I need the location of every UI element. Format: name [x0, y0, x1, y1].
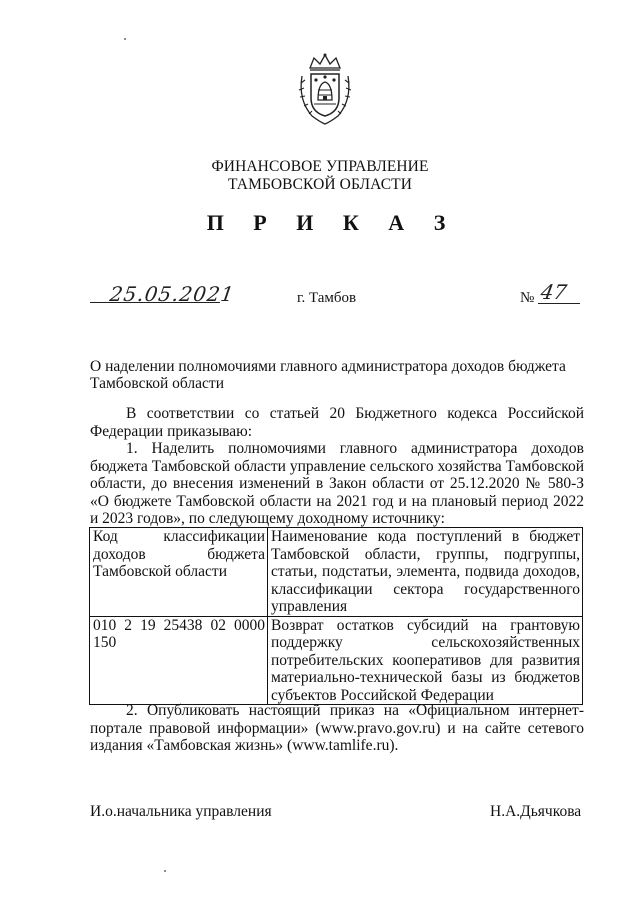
table-header-row — [90, 528, 583, 617]
organization-name-line-1: ФИНАНСОВОЕ УПРАВЛЕНИЕ — [211, 158, 429, 175]
revenue-classification-table — [89, 527, 583, 705]
number-label: № — [520, 290, 535, 306]
scan-speck — [124, 38, 126, 40]
handwritten-order-number: 47 — [538, 280, 569, 304]
intro-paragraph — [90, 405, 584, 440]
signatory-name: Н.А.Дьячкова — [490, 803, 582, 820]
date-underline — [90, 302, 220, 303]
handwritten-date: 25.05.2021 — [108, 282, 237, 306]
document-type-title: П Р И К А З — [206, 210, 458, 235]
table-header-name: Наименование кода поступлений в бюджет Тамбовской области, группы, подгруппы, статьи, подстатьи, элемента, подвида доходов, классификации сектора государственного управления — [268, 528, 583, 617]
signatory-position: И.о.начальника управления — [90, 803, 272, 820]
item-1-paragraph — [90, 440, 584, 528]
tambov-coat-of-arms-emblem — [296, 52, 354, 126]
organization-name-line-2: ТАМБОВСКОЙ ОБЛАСТИ — [228, 176, 412, 193]
intro-text: В соответствии со статьей 20 Бюджетного кодекса Российской Федерации приказываю: — [90, 405, 584, 440]
item-2-text: 2. Опубликовать настоящий приказ на «Официальном интернет-портале правовой информации» (www.pravo.gov.ru) и на сайте сетевого издания «Тамбовская жизнь» (www.tamlife.ru). — [90, 702, 584, 754]
item-1-text: 1. Наделить полномочиями главного администратора доходов бюджета Тамбовской области управление сельского хозяйства Тамбовской области, до внесения изменений в Закон области от 25.12.2020 № 580-З «О бюджете Тамбовской области на 2021 год и на плановый период 2022 и 2023 годов», по следующему доходному источнику: — [90, 440, 584, 527]
table-cell-name: Возврат остатков субсидий на грантовую поддержку сельскохозяйственных потребительских кооперативов для развития материально-технической базы из бюджетов субъектов Российской Федерации — [268, 616, 583, 705]
city: г. Тамбов — [297, 290, 357, 306]
order-subject: О наделении полномочиями главного администратора доходов бюджета Тамбовской области — [90, 358, 566, 392]
scan-speck — [164, 870, 166, 872]
number-underline — [538, 303, 580, 304]
item-2-paragraph — [90, 702, 584, 755]
table-cell-code: 010 2 19 25438 02 0000 150 — [90, 616, 268, 705]
table-row — [90, 616, 583, 705]
table-header-code: Код классификации доходов бюджета Тамбовской области — [90, 528, 268, 617]
